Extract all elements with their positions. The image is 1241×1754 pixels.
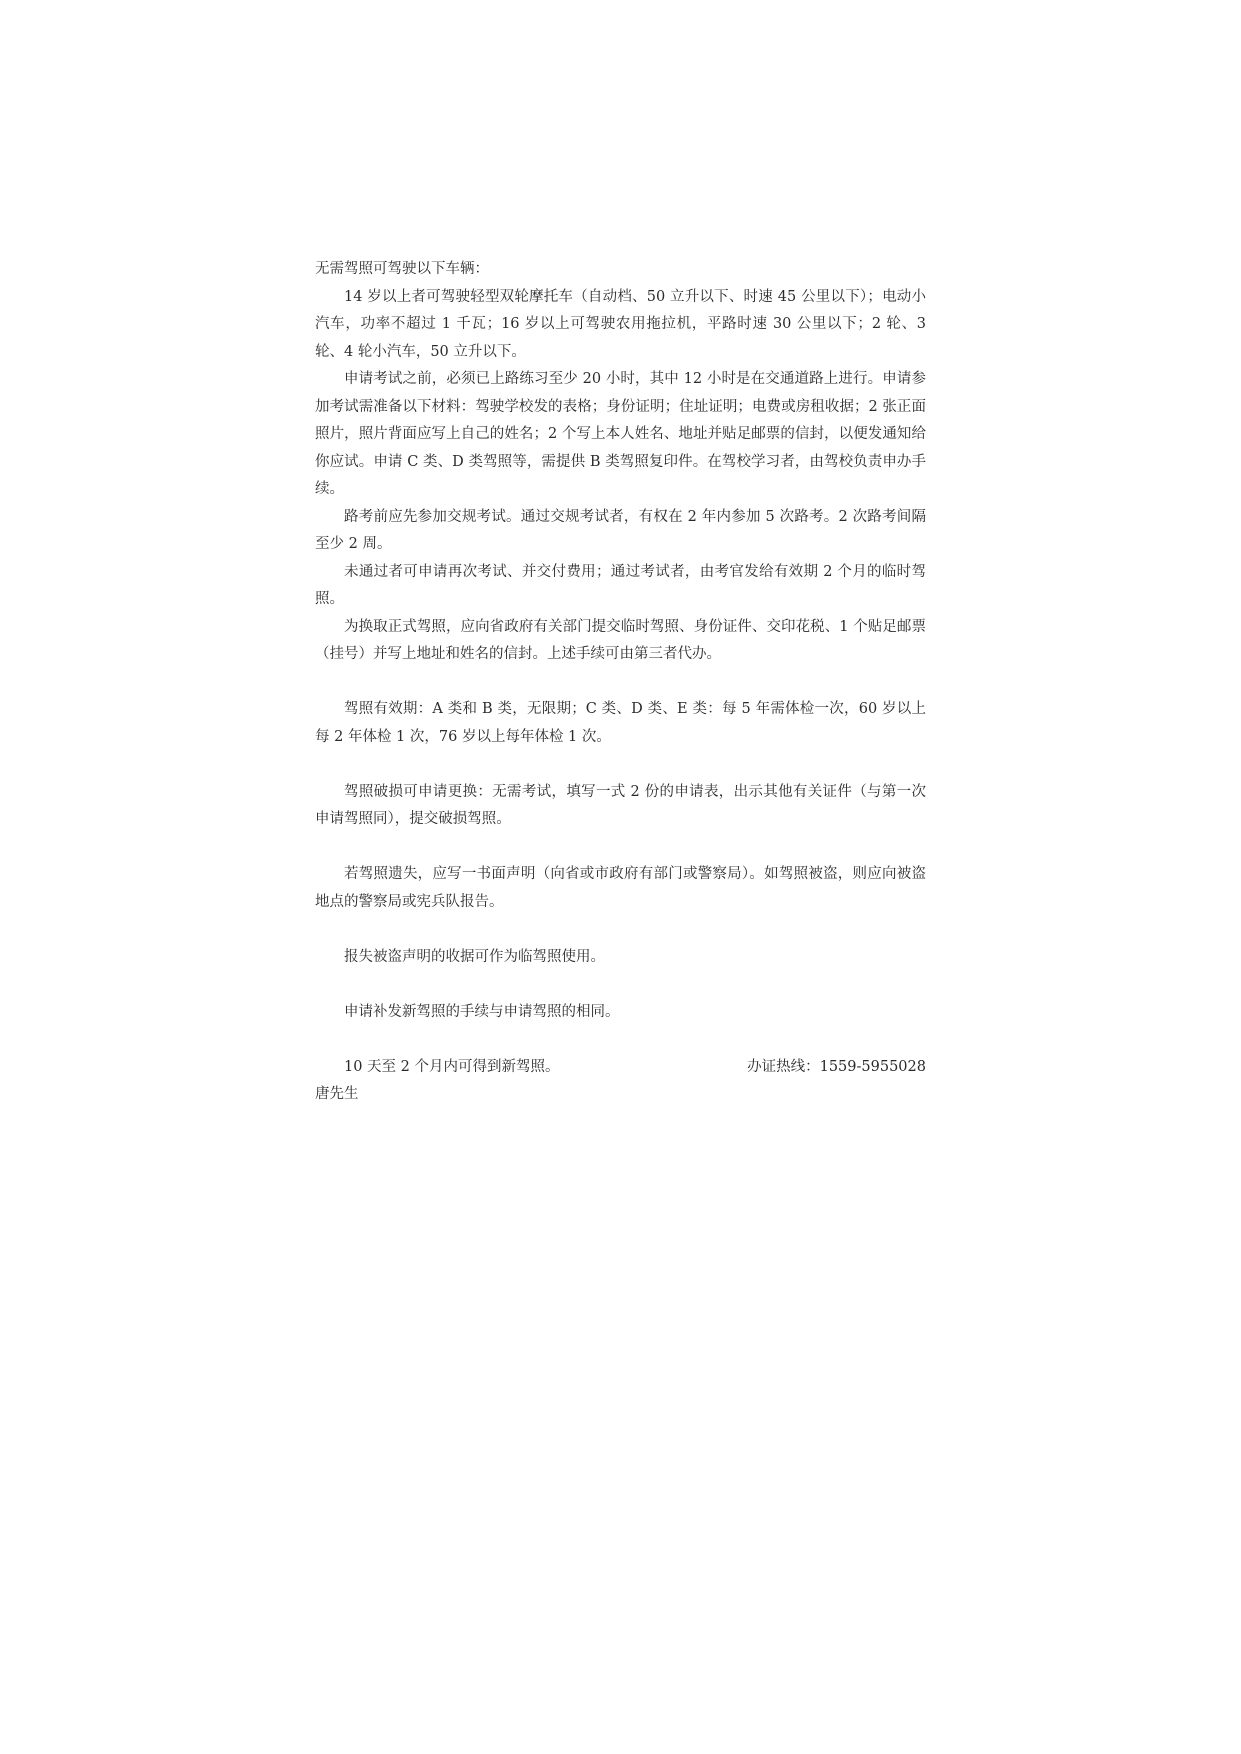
- paragraph-road-test: 路考前应先参加交规考试。通过交规考试者，有权在 2 年内参加 5 次路考。2 次路考间隔至少 2 周。: [315, 508, 926, 552]
- footer-row: [315, 1054, 926, 1082]
- footer-processing-time: 10 天至 2 个月内可得到新驾照。: [344, 1058, 560, 1075]
- paragraph-validity: 驾照有效期：A 类和 B 类，无限期；C 类、D 类、E 类：每 5 年需体检一次，60 岁以上每 2 年体检 1 次，76 岁以上每年体检 1 次。: [315, 701, 926, 745]
- paragraph-exam-requirements: 申请考试之前，必须已上路练习至少 20 小时，其中 12 小时是在交通道路上进行。申请参加考试需准备以下材料：驾驶学校发的表格；身份证明；住址证明；电费或房租收据；2 张正面照片，照片背面应写上自己的姓名；2 个写上本人姓名、地址并贴足邮票的信封，以便发通知给你应试。申请 C 类、D 类驾照等，需提供 B 类驾照复印件。在驾校学习者，由驾校负责申办手续。: [315, 371, 926, 497]
- paragraph-gap: [315, 916, 926, 944]
- paragraph-gap: [315, 751, 926, 779]
- paragraph-retest: 未通过者可申请再次考试、并交付费用；通过考试者，由考官发给有效期 2 个月的临时驾照。: [315, 563, 926, 607]
- paragraph-lost-license: 若驾照遗失，应写一书面声明（向省或市政府有部门或警察局）。如驾照被盗，则应向被盗地点的警察局或宪兵队报告。: [315, 866, 926, 910]
- document-body: [315, 256, 926, 1109]
- document-heading: 无需驾照可驾驶以下车辆：: [315, 261, 489, 277]
- paragraph-receipt: 报失被盗声明的收据可作为临驾照使用。: [344, 948, 605, 965]
- contact-name: 唐先生: [315, 1086, 359, 1102]
- footer-hotline: 办证热线：1559-5955028: [747, 1058, 926, 1075]
- paragraph-gap: [315, 971, 926, 999]
- paragraph-exempt-vehicles: 14 岁以上者可驾驶轻型双轮摩托车（自动档、50 立升以下、时速 45 公里以下）；电动小汽车，功率不超过 1 千瓦；16 岁以上可驾驶农用拖拉机，平路时速 30 公里以下；2 轮、3 轮、4 轮小汽车，50 立升以下。: [315, 288, 926, 360]
- paragraph-gap: [315, 834, 926, 862]
- paragraph-gap: [315, 669, 926, 697]
- paragraph-official-license: 为换取正式驾照，应向省政府有关部门提交临时驾照、身份证件、交印花税、1 个贴足邮票（挂号）并写上地址和姓名的信封。上述手续可由第三者代办。: [315, 618, 926, 662]
- paragraph-damaged-license: 驾照破损可申请更换：无需考试，填写一式 2 份的申请表，出示其他有关证件（与第一次申请驾照同），提交破损驾照。: [315, 783, 926, 827]
- paragraph-gap: [315, 1026, 926, 1054]
- paragraph-reissue: 申请补发新驾照的手续与申请驾照的相同。: [344, 1003, 620, 1020]
